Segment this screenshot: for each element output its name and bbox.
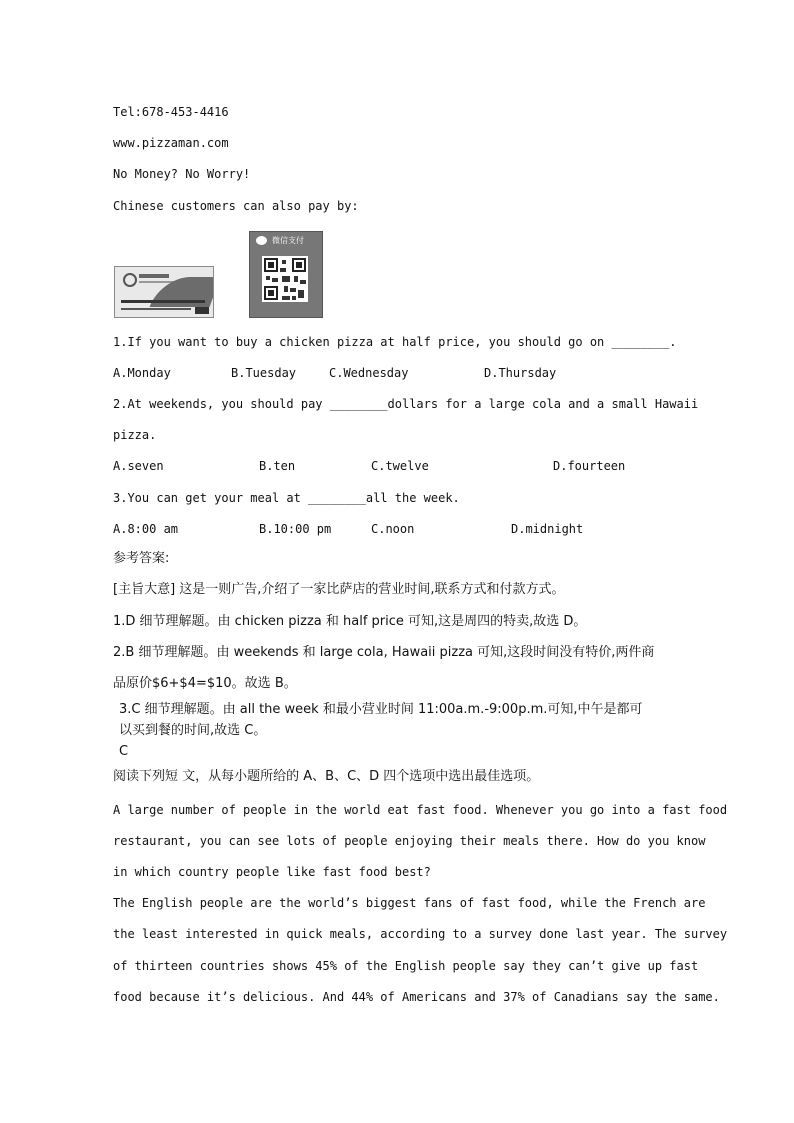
question-2-stem-line2: pizza. bbox=[113, 428, 157, 442]
answers-main-idea: [主旨大意] 这是一则广告,介绍了一家比萨店的营业时间,联系方式和付款方式。 bbox=[113, 582, 565, 597]
bank-card-image bbox=[114, 266, 214, 318]
answer-3-line2: 以买到餐的时间,故选 C。 bbox=[119, 723, 267, 738]
answer-3-line1: 3.C 细节理解题。由 all the week 和最小营业时间 11:00a.m.-9:00p.m.可知,中午是都可 bbox=[119, 702, 643, 717]
qr-code-icon bbox=[262, 256, 308, 302]
q2-option-d: D.fourteen bbox=[553, 459, 626, 473]
q2-option-c: C.twelve bbox=[371, 459, 429, 473]
passage-line: of thirteen countries shows 45% of the English people say they can’t give up fast bbox=[113, 959, 699, 973]
q1-option-c: C.Wednesday bbox=[329, 366, 409, 380]
q1-option-a: A.Monday bbox=[113, 366, 171, 380]
answers-heading: 参考答案: bbox=[113, 551, 170, 566]
question-1-stem: 1.If you want to buy a chicken pizza at half price, you should go on ________. bbox=[113, 335, 677, 349]
section-letter: C bbox=[119, 744, 129, 759]
passage-line: restaurant, you can see lots of people enjoying their meals there. How do you know bbox=[113, 834, 706, 848]
ad-slogan: No Money? No Worry! bbox=[113, 167, 251, 181]
card-chip-icon bbox=[195, 307, 209, 314]
question-2-stem-line1: 2.At weekends, you should pay ________dollars for a large cola and a small Hawaii bbox=[113, 397, 699, 411]
passage-line: The English people are the world’s biggest fans of fast food, while the French are bbox=[113, 896, 706, 910]
q2-option-b: B.ten bbox=[259, 459, 296, 473]
q3-option-b: B.10:00 pm bbox=[259, 522, 332, 536]
q2-option-a: A.seven bbox=[113, 459, 164, 473]
passage-line: food because it’s delicious. And 44% of Americans and 37% of Canadians say the same. bbox=[113, 990, 720, 1004]
wechat-icon bbox=[256, 236, 267, 245]
bank-logo-icon bbox=[123, 273, 137, 287]
answer-1: 1.D 细节理解题。由 chicken pizza 和 half price 可知,这是周四的特卖,故选 D。 bbox=[113, 614, 587, 629]
q3-option-a: A.8:00 am bbox=[113, 522, 179, 536]
ad-website: www.pizzaman.com bbox=[113, 136, 229, 150]
q3-option-d: D.midnight bbox=[511, 522, 584, 536]
q1-option-b: B.Tuesday bbox=[231, 366, 297, 380]
answer-2-line1: 2.B 细节理解题。由 weekends 和 large cola, Hawaii pizza 可知,这段时间没有特价,两件商 bbox=[113, 645, 655, 660]
passage-line: the least interested in quick meals, according to a survey done last year. The survey bbox=[113, 927, 728, 941]
question-3-stem: 3.You can get your meal at ________all the week. bbox=[113, 491, 460, 505]
q3-option-c: C.noon bbox=[371, 522, 415, 536]
passage-line: A large number of people in the world eat fast food. Whenever you go into a fast food bbox=[113, 803, 728, 817]
wechat-pay-label: 微信支付 bbox=[272, 236, 304, 245]
passage-line: in which country people like fast food best? bbox=[113, 865, 431, 879]
wechat-pay-qr-image bbox=[249, 231, 323, 318]
passage-instruction: 阅读下列短 文，从每小题所给的 A、B、C、D 四个选项中选出最佳选项。 bbox=[113, 769, 540, 784]
q1-option-d: D.Thursday bbox=[484, 366, 557, 380]
ad-pay-line: Chinese customers can also pay by: bbox=[113, 199, 359, 213]
answer-2-line2: 品原价$6+$4=$10。故选 B。 bbox=[113, 676, 297, 691]
ad-tel: Tel:678-453-4416 bbox=[113, 105, 229, 119]
